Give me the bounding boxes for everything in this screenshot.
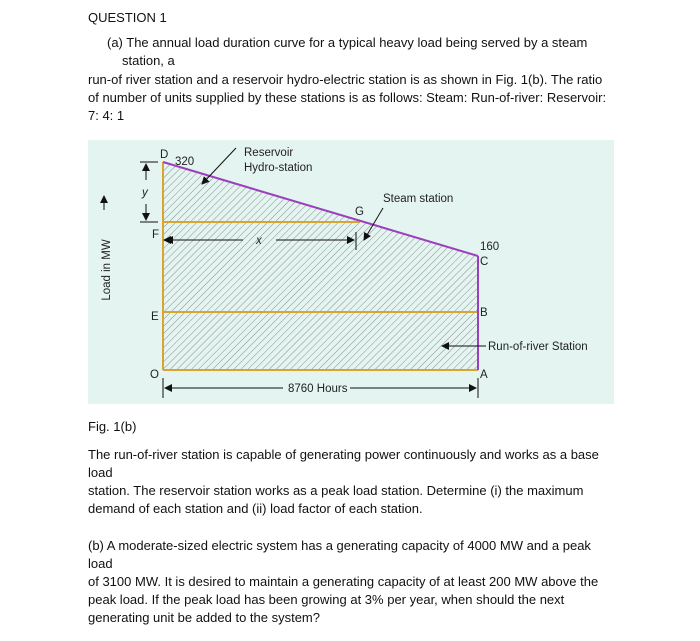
point-a: A	[480, 369, 488, 381]
text-line: (a) The annual load duration curve for a typical heavy load being served by a steam	[107, 35, 588, 50]
x-label: x	[256, 235, 262, 247]
point-b: B	[480, 307, 488, 319]
text-line: load	[88, 556, 113, 571]
text-line: of number of units supplied by these stations is as follows: Steam: Run-of-river: Reservoir:	[88, 90, 607, 105]
point-f: F	[152, 229, 160, 241]
text-line: station. The reservoir station works as a peak load station. Determine (i) the maximum	[88, 483, 584, 498]
reservoir-label: Reservoir	[244, 147, 294, 159]
text-line: of 3100 MW. It is desired to maintain a generating capacity of at least 200 MW above the	[88, 574, 599, 589]
min-value: 160	[480, 241, 500, 253]
text-line: The run-of-river station is capable of generating power continuously and works as a base	[88, 447, 599, 462]
text-line: 7: 4: 1	[88, 108, 125, 123]
point-e: E	[151, 311, 159, 323]
y-axis-label: Load in MW	[101, 239, 113, 301]
text-line: run-of river station and a reservoir hydro-electric station is as shown in Fig. 1(b). The ratio	[88, 72, 603, 87]
point-d: D	[160, 149, 169, 161]
text-line: load	[88, 465, 113, 480]
point-g: G	[355, 206, 364, 218]
text-line: station, a	[122, 53, 175, 68]
text-line: peak load. If the peak load has been growing at 3% per year, when should the next	[88, 592, 565, 607]
point-o: O	[150, 369, 159, 381]
duration-label: 8760 Hours	[288, 383, 348, 395]
load-duration-diagram	[88, 140, 614, 404]
figure-caption: Fig. 1(b)	[88, 419, 137, 434]
steam-label: Steam station	[383, 193, 454, 205]
point-c: C	[480, 256, 489, 268]
text-line: (b) A moderate-sized electric system has a generating capacity of 4000 MW and a peak	[88, 538, 591, 553]
question-title: QUESTION 1	[88, 10, 167, 25]
text-line: generating unit be added to the system?	[88, 610, 320, 625]
y-label: y	[142, 187, 148, 199]
reservoir-label-2: Hydro-station	[244, 162, 313, 174]
peak-value: 320	[175, 156, 195, 168]
text-line: demand of each station and (ii) load factor of each station.	[88, 501, 423, 516]
river-label: Run-of-river Station	[488, 341, 588, 353]
